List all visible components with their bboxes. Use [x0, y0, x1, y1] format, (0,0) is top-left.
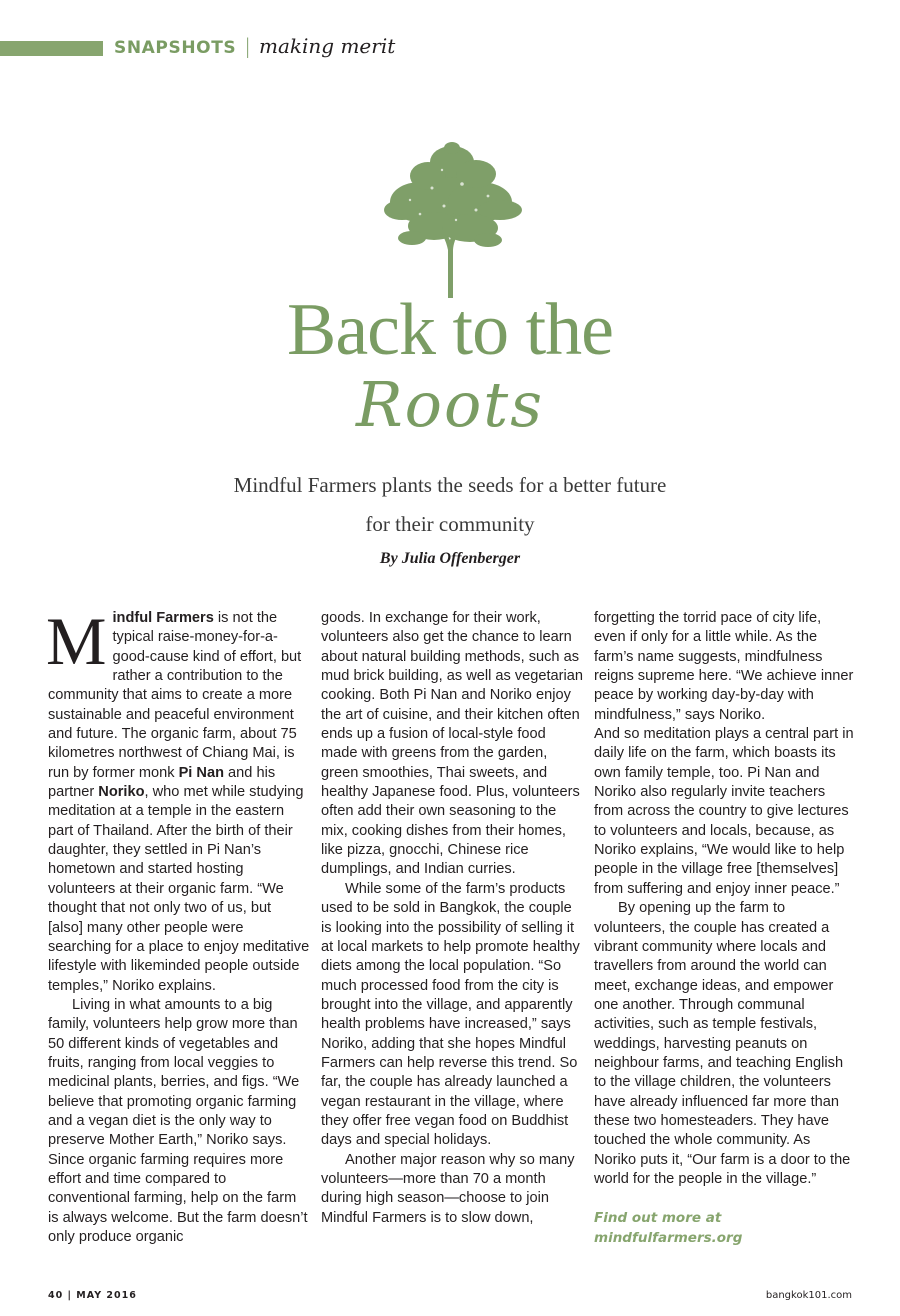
paragraph: goods. In exchange for their work, volunteers also get the chance to learn about natural building methods, such as mud brick building, as well as vegetarian cooking. Both Pi Nan and Noriko enjoy the art of cuisine, and their kitchen often ends up a fusion of local-style food made with greens from the garden, green smoothies, Thai sweets, and healthy Japanese food. Plus, volunteers often add their own seasoning to the mix, cooking dishes from their homes, like pizza, gnocchi, Chinese rice dumplings, and Indian curries. — [321, 610, 584, 878]
website-link[interactable]: mindfulfarmers.org — [594, 1230, 743, 1247]
tree-icon — [372, 140, 528, 300]
paragraph: And so meditation plays a central part in daily life on the farm, which boasts its own family temple, too. Pi Nan and Noriko also regularly invite teachers from across the country to give lectures to volunteers and locals, because, as Noriko explains, “We would like to help people in the village free [themselves] from suffering and enjoy inner peace.” — [594, 726, 854, 897]
section-name: SNAPSHOTS — [114, 38, 237, 58]
find-out-more-label: Find out more at — [594, 1210, 722, 1227]
section-subtitle: making merit — [259, 34, 396, 58]
article-title-line1: Back to the — [286, 289, 613, 371]
body-text: is not the typical raise-money-for-a-good-cause kind of effort, but rather a contribution to the community that aims to create a more sustainable and peaceful environment and future. The organic farm, about 75 kilometres northwest of Chiang Mai, is run by former monk — [48, 610, 302, 781]
subtitle-line2: for their community — [365, 512, 535, 536]
paragraph — [46, 603, 310, 996]
find-out-more — [594, 1208, 856, 1248]
page-folio: 40 | MAY 2016 — [48, 1290, 137, 1301]
section-color-bar — [0, 41, 103, 56]
bold-text: Pi Nan — [178, 764, 224, 781]
body-text: and his partner — [48, 764, 276, 801]
article-title-line2: Roots — [355, 368, 545, 441]
section-header — [114, 34, 395, 62]
paragraph: Another major reason why so many volunteers—more than 70 a month during high season—choose to join Mindful Farmers is to slow down, — [321, 1151, 575, 1226]
paragraph: forgetting the torrid pace of city life, even if only for a little while. As the farm’s name suggests, mindfulness reigns supreme here. “We achieve inner peace by working day-by-day with mindfulness,” says Noriko. — [594, 610, 854, 723]
byline: By Julia Offenberger — [379, 550, 521, 567]
article-subtitle — [0, 466, 900, 544]
bold-text: Noriko — [98, 784, 145, 801]
article-column-2 — [321, 609, 583, 1228]
article-column-3 — [594, 609, 856, 1248]
subtitle-line1: Mindful Farmers plants the seeds for a better future — [233, 473, 667, 497]
section-separator: | — [244, 34, 252, 58]
article-column-1 — [46, 603, 310, 1247]
bold-text: indful Farmers — [112, 610, 214, 626]
paragraph: While some of the farm’s products used to be sold in Bangkok, the couple is looking into the possibility of selling it at local markets to help promote healthy diets among the local population. “So much processed food from the city is brought into the village, and apparently health problems have increased,” says Noriko, adding that she hopes Mindful Farmers can help reverse this trend. So far, the couple has already launched a vegan restaurant in the village, where they offer free vegan food on Buddhist days and special holidays. — [321, 880, 580, 1149]
drop-cap: M — [46, 603, 107, 679]
paragraph: By opening up the farm to volunteers, the couple has created a vibrant community where locals and travellers from around the world can meet, exchange ideas, and empower one another. Through communal activities, such as temple festivals, weddings, harvesting peanuts on neighbour farms, and teaching English to the village children, the volunteers have already influenced far more than these two homesteaders. They have touched the whole community. As Noriko puts it, “Our farm is a door to the world for the people in the village.” — [594, 900, 851, 1187]
paragraph: Living in what amounts to a big family, volunteers help grow more than 50 different kinds of vegetables and fruits, ranging from local veggies to medicinal plants, berries, and figs. “We believe that promoting organic farming and a vegan diet is the only way to preserve Mother Earth,” Noriko says. Since organic farming requires more effort and time compared to conventional farming, help on the farm is always welcome. But the farm doesn’t only produce organic — [48, 996, 308, 1245]
footer-site: bangkok101.com — [765, 1290, 852, 1301]
body-text: , who met while studying meditation at a temple in the eastern part of Thailand. After the birth of their daughter, they settled in Pi Nan’s hometown and started hosting volunteers at their organic farm. “We thought that not only two of us, but [also] many other people were searching for a place to enjoy meditative lifestyle with likeminded people outside temples,” Noriko explains. — [48, 784, 310, 994]
